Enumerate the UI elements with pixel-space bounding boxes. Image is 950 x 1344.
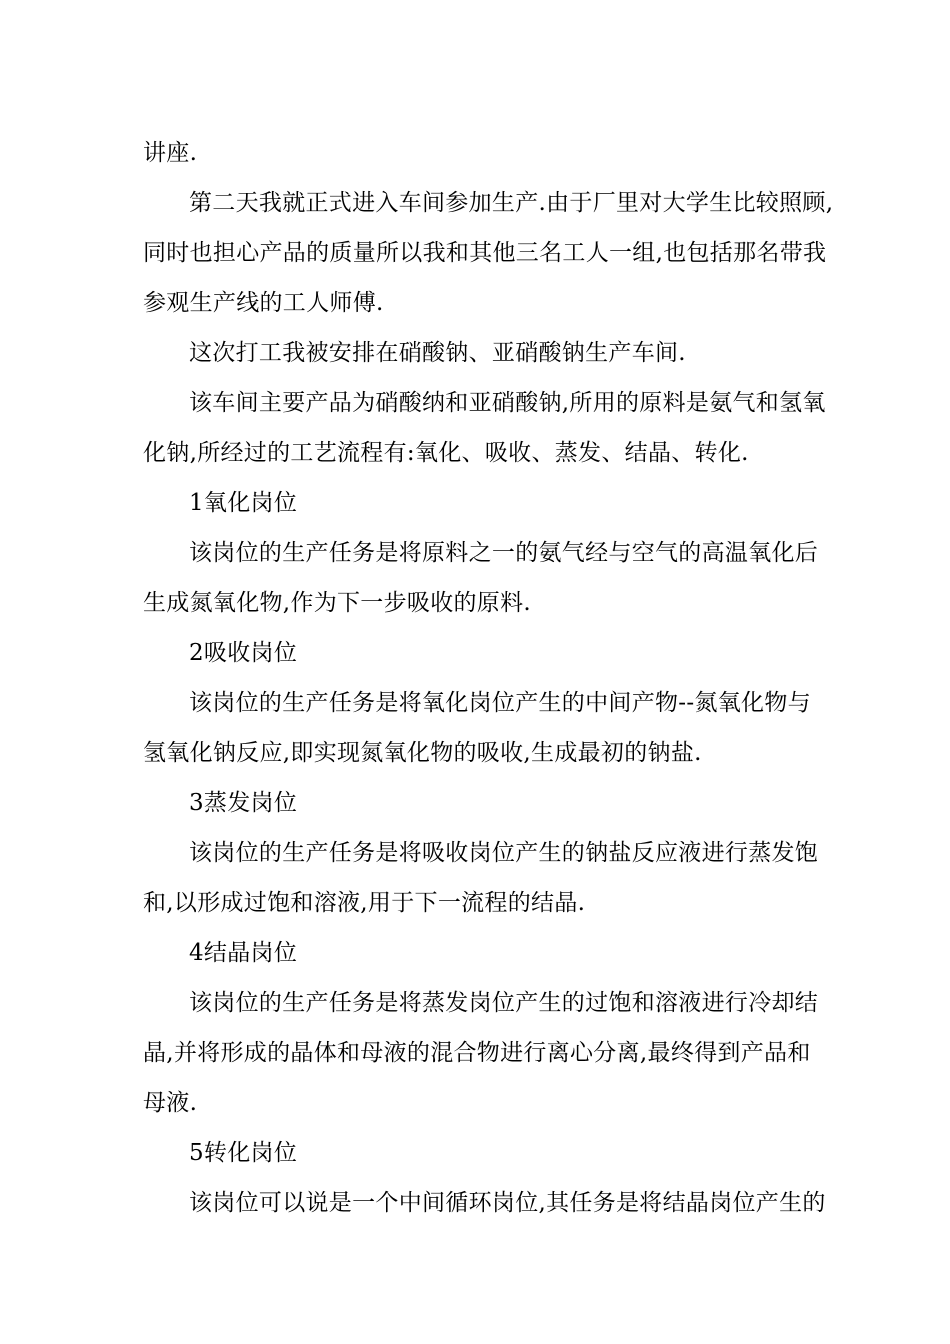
paragraph-first-line: 该岗位的生产任务是将原料之一的氨气经与空气的高温氧化后 <box>189 540 819 566</box>
text-line: 同时也担心产品的质量所以我和其他三名工人一组,也包括那名带我 <box>143 240 827 266</box>
paragraph-first-line: 第二天我就正式进入车间参加生产.由于厂里对大学生比较照顾, <box>189 190 834 216</box>
text-line: 和,以形成过饱和溶液,用于下一流程的结晶. <box>143 890 586 916</box>
paragraph-first-line: 该岗位的生产任务是将吸收岗位产生的钠盐反应液进行蒸发饱 <box>189 840 819 866</box>
paragraph-first-line: 该车间主要产品为硝酸纳和亚硝酸钠,所用的原料是氨气和氢氧 <box>189 390 826 416</box>
text-line: 母液. <box>143 1090 198 1116</box>
section-heading: 3蒸发岗位 <box>189 790 298 816</box>
text-line: 参观生产线的工人师傅. <box>143 290 384 316</box>
paragraph-first-line: 该岗位的生产任务是将氧化岗位产生的中间产物--氮氧化物与 <box>189 690 811 716</box>
paragraph-first-line: 该岗位可以说是一个中间循环岗位,其任务是将结晶岗位产生的 <box>189 1190 826 1216</box>
text-line: 氢氧化钠反应,即实现氮氧化物的吸收,生成最初的钠盐. <box>143 740 702 766</box>
section-heading: 2吸收岗位 <box>189 640 298 666</box>
section-heading: 5转化岗位 <box>189 1140 298 1166</box>
section-heading: 4结晶岗位 <box>189 940 298 966</box>
text-line: 讲座. <box>143 140 198 166</box>
text-line: 生成氮氧化物,作为下一步吸收的原料. <box>143 590 532 616</box>
paragraph-first-line: 这次打工我被安排在硝酸钠、亚硝酸钠生产车间. <box>189 340 686 366</box>
paragraph-first-line: 该岗位的生产任务是将蒸发岗位产生的过饱和溶液进行冷却结 <box>189 990 819 1016</box>
section-heading: 1氧化岗位 <box>189 490 298 516</box>
text-line: 化钠,所经过的工艺流程有:氧化、吸收、蒸发、结晶、转化. <box>143 440 749 466</box>
text-line: 晶,并将形成的晶体和母液的混合物进行离心分离,最终得到产品和 <box>143 1040 811 1066</box>
